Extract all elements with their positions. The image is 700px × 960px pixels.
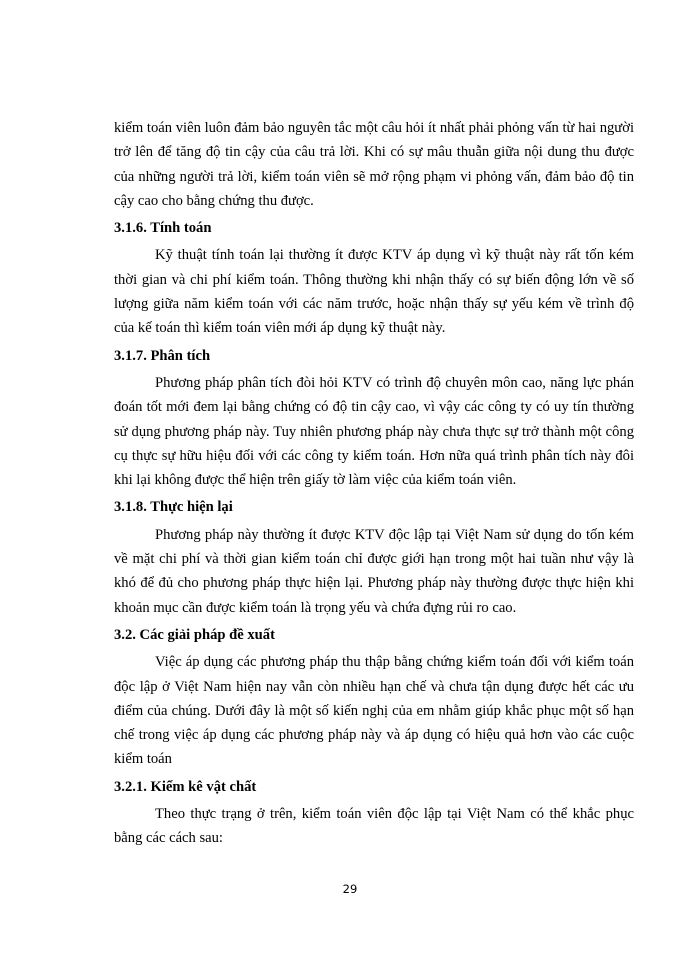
section-paragraph-3-1-8: Phương pháp này thường ít được KTV độc lập tại Việt Nam sử dụng do tốn kém về mặt chi phí và thời gian kiểm toán chỉ được giới hạn trong một hai tuần như vậy là khó để đủ cho phương pháp thực hiện lại. Phương pháp này thường được thực hiện khi khoản mục cần được kiểm toán là trọng yếu và chứa đựng rủi ro cao. xyxy=(114,526,634,616)
opening-paragraph: kiểm toán viên luôn đảm bảo nguyên tắc một câu hỏi ít nhất phải phỏng vấn từ hai người trở lên để tăng độ tin cậy của câu trả lời. Khi có sự mâu thuẫn giữa nội dung thu được của những người trả lời, kiểm toán viên sẽ mở rộng phạm vi phỏng vấn, đảm bảo độ tin cậy cao cho bằng chứng thu được. xyxy=(114,120,634,209)
section-paragraph-3-1-6: Kỹ thuật tính toán lại thường ít được KTV áp dụng vì kỹ thuật này rất tốn kém thời gian và chi phí kiểm toán. Thông thường khi nhận thấy có sự biến động lớn về số lượng giữa năm kiểm toán với các năm trước, hoặc nhận thấy sự yếu kém về trình độ của kế toán thì kiểm toán viên mới áp dụng kỹ thuật này. xyxy=(114,247,634,337)
section-heading-3-1-6: 3.1.6. Tính toán xyxy=(114,220,212,237)
page-number: 29 xyxy=(342,882,358,896)
section-heading-3-2-1: 3.2.1. Kiểm kê vật chất xyxy=(114,778,257,795)
section-heading-3-1-8: 3.1.8. Thực hiện lại xyxy=(114,499,233,516)
section-heading-3-1-7: 3.1.7. Phân tích xyxy=(114,347,211,364)
section-paragraph-3-1-7: Phương pháp phân tích đòi hỏi KTV có trình độ chuyên môn cao, năng lực phán đoán tốt mới đem lại bằng chứng có độ tin cậy cao, vì vậy các công ty có uy tín thường sử dụng phương pháp này. Tuy nhiên phương pháp này chưa thực sự trở thành một công cụ thực sự hữu hiệu đối với các công ty kiểm toán. Hơn nữa quá trình phân tích này đôi khi lại không được thể hiện trên giấy tờ làm việc của kiểm toán viên. xyxy=(114,374,634,489)
section-paragraph-3-2: Việc áp dụng các phương pháp thu thập bằng chứng kiểm toán đối với kiểm toán độc lập ở Việt Nam hiện nay vẫn còn nhiều hạn chế và chưa tận dụng được hết các ưu điểm của chúng. Dưới đây là một số kiến nghị của em nhằm giúp khắc phục một số hạn chế trong việc áp dụng các phương pháp này và áp dụng có hiệu quả hơn vào các cuộc kiểm toán xyxy=(114,654,634,768)
section-paragraph-3-2-1: Theo thực trạng ở trên, kiểm toán viên độc lập tại Việt Nam có thể khắc phục bằng các cách sau: xyxy=(114,806,634,847)
section-heading-3-2: 3.2. Các giải pháp đề xuất xyxy=(114,626,275,643)
document-body xyxy=(114,116,634,851)
